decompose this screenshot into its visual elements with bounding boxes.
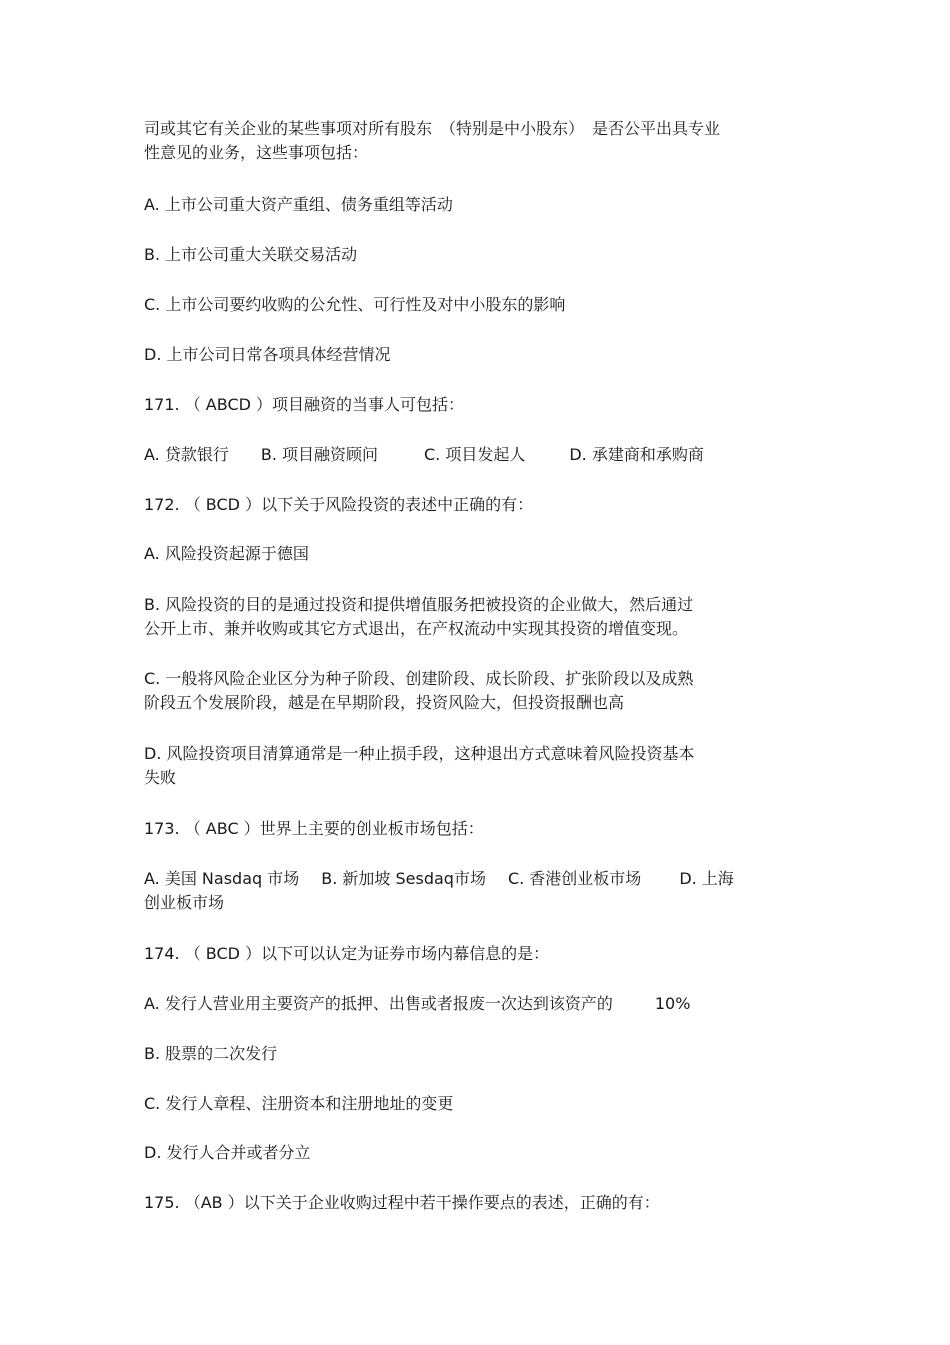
q172-option-c-line-2: 阶段五个发展阶段，越是在早期阶段，投资风险大，但投资报酬也高 xyxy=(144,693,625,712)
q173-option-b: B. 新加坡 Sesdaq市场 xyxy=(321,869,486,888)
q174-option-a-percent: 10% xyxy=(654,994,691,1013)
q172-stem: 172. （ BCD ）以下关于风险投资的表述中正确的有： xyxy=(144,495,534,514)
q172-option-c-line-1: C. 一般将风险企业区分为种子阶段、创建阶段、成长阶段、扩张阶段以及成熟 xyxy=(144,669,694,688)
q174-option-d: D. 发行人合并或者分立 xyxy=(144,1143,311,1162)
q170-option-d: D. 上市公司日常各项具体经营情况 xyxy=(144,345,391,364)
q170-option-a: A. 上市公司重大资产重组、债务重组等活动 xyxy=(144,195,453,214)
q174-option-b: B. 股票的二次发行 xyxy=(144,1044,278,1063)
q171-option-b: B. 项目融资顾问 xyxy=(260,445,378,464)
q171-options xyxy=(144,443,814,467)
q174-option-a xyxy=(144,992,814,1016)
q171-option-c: C. 项目发起人 xyxy=(424,445,526,464)
q173-stem: 173. （ ABC ）世界上主要的创业板市场包括： xyxy=(144,819,484,838)
q171-option-a: A. 贷款银行 xyxy=(144,445,229,464)
q173-option-c: C. 香港创业板市场 xyxy=(507,869,642,888)
q172-option-d-line-1: D. 风险投资项目清算通常是一种止损手段，这种退出方式意味着风险投资基本 xyxy=(144,744,695,763)
q170-option-b: B. 上市公司重大关联交易活动 xyxy=(144,245,358,264)
q170-option-c: C. 上市公司要约收购的公允性、可行性及对中小股东的影响 xyxy=(144,295,566,314)
q172-option-a: A. 风险投资起源于德国 xyxy=(144,544,309,563)
q174-option-c: C. 发行人章程、注册资本和注册地址的变更 xyxy=(144,1094,454,1113)
q171-option-d: D. 承建商和承购商 xyxy=(569,445,704,464)
q172-option-b-line-2: 公开上市、兼并收购或其它方式退出，在产权流动中实现其投资的增值变现。 xyxy=(144,619,689,638)
q172-option-d-line-2: 失败 xyxy=(144,768,177,787)
q172-option-b-line-1: B. 风险投资的目的是通过投资和提供增值服务把被投资的企业做大，然后通过 xyxy=(144,595,694,614)
q173-options xyxy=(144,867,814,891)
q173-option-d-continued: 创业板市场 xyxy=(144,893,225,912)
q174-stem: 174. （ BCD ）以下可以认定为证券市场内幕信息的是： xyxy=(144,944,550,963)
q175-stem: 175. （AB ）以下关于企业收购过程中若干操作要点的表述，正确的有： xyxy=(144,1193,660,1212)
q171-stem: 171. （ ABCD ）项目融资的当事人可包括： xyxy=(144,395,465,414)
q173-option-a: A. 美国 Nasdaq 市场 xyxy=(144,869,300,888)
intro-line-2: 性意见的业务，这些事项包括： xyxy=(144,143,369,162)
q174-option-a-text: A. 发行人营业用主要资产的抵押、出售或者报废一次达到该资产的 xyxy=(144,994,613,1013)
intro-line-1: 司或其它有关企业的某些事项对所有股东 （特别是中小股东） 是否公平出具专业 xyxy=(144,119,721,138)
q173-option-d: D. 上海 xyxy=(679,869,734,888)
